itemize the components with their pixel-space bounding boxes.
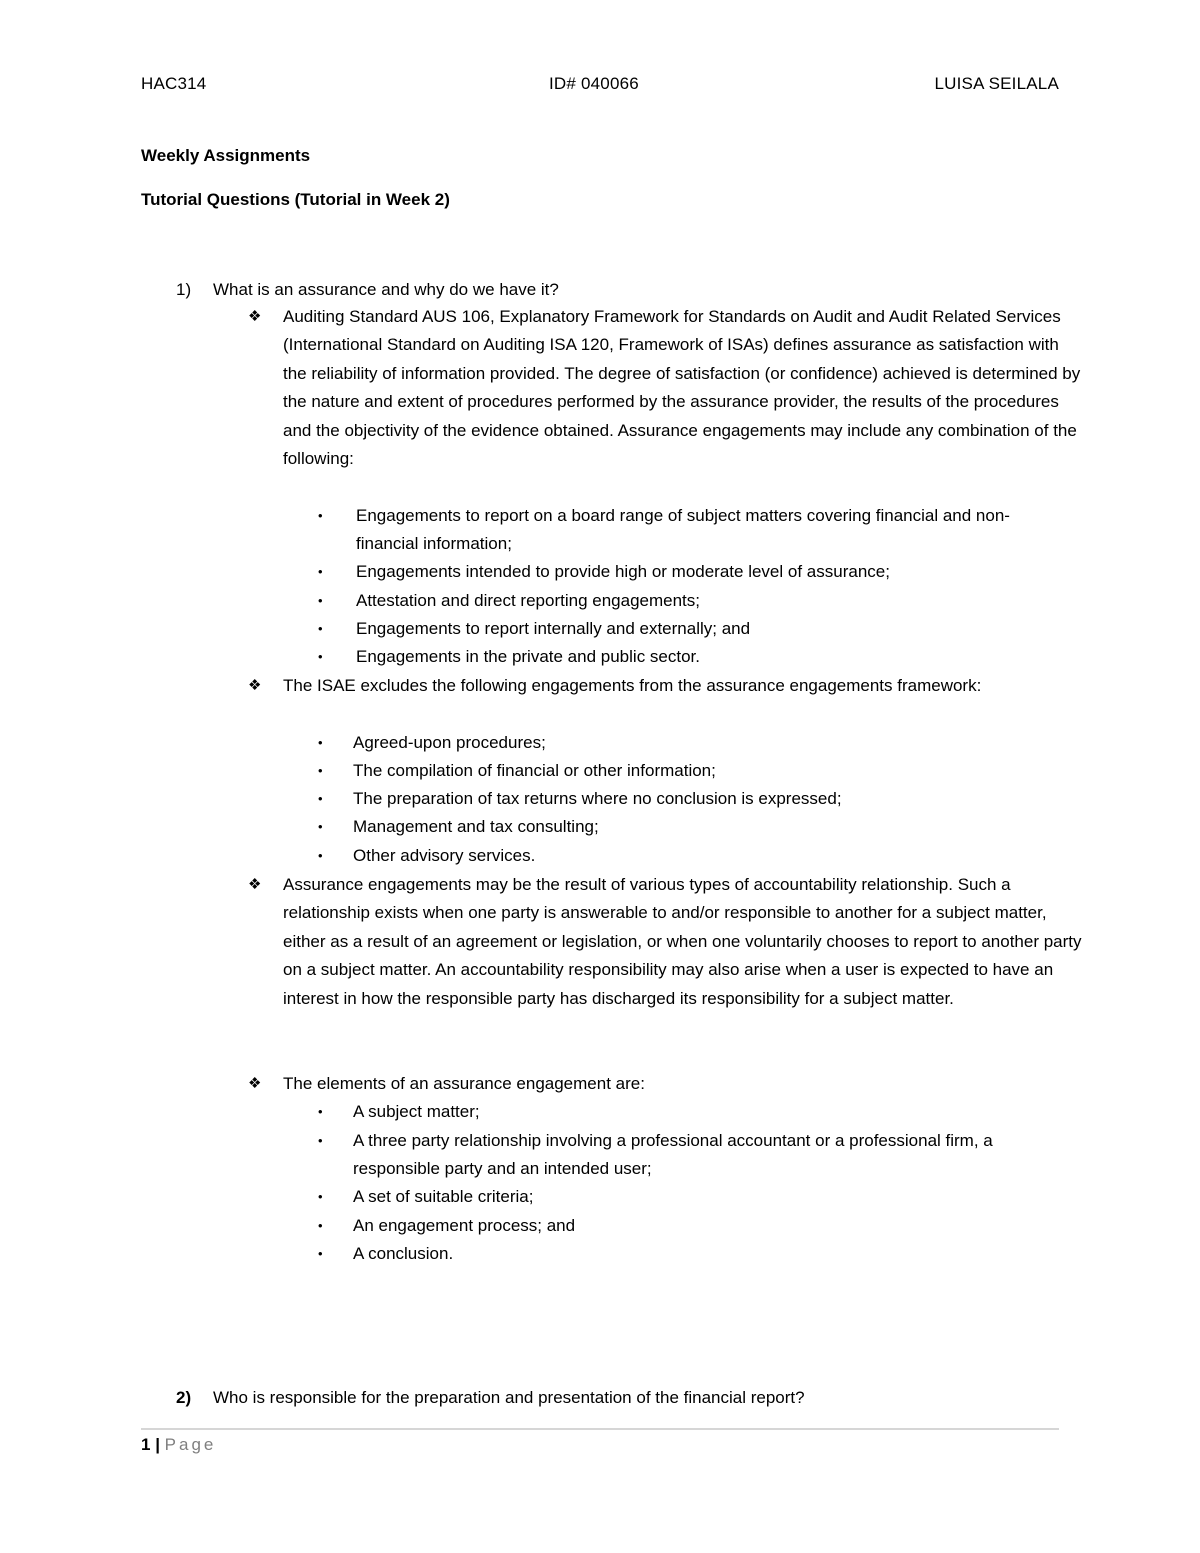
paragraph-assurance-definition: Auditing Standard AUS 106, Explanatory Framework for Standards on Audit and Audit Related Services (International Standard on Auditing ISA 120, Framework of ISAs) defines assurance as satisfaction with the reliability of information provided. The degree of satisfaction (or confidence) achieved is determined by the nature and extent of procedures performed by the assurance provider, the results of the procedures and the objectivity of the evidence obtained. Assurance engagements may include any combination of the following: [283, 307, 1081, 469]
heading-tutorial-questions: Tutorial Questions (Tutorial in Week 2) [141, 190, 450, 209]
list-item: Management and tax consulting; [353, 817, 599, 836]
question-2-text: Who is responsible for the preparation and presentation of the financial report? [213, 1388, 805, 1407]
dot-bullet-icon: • [318, 649, 323, 664]
dot-bullet-icon: • [318, 1133, 323, 1148]
list-item: Engagements to report internally and externally; and [356, 619, 751, 638]
list-item: A three party relationship involving a professional accountant or a professional firm, a responsible party and an intended user; [353, 1131, 993, 1179]
heading-weekly-assignments: Weekly Assignments [141, 146, 311, 165]
header-student-name: LUISA SEILALA [934, 74, 1059, 93]
list-item: The compilation of financial or other information; [353, 761, 716, 780]
list-item: Engagements intended to provide high or moderate level of assurance; [356, 562, 890, 581]
page-number: 1 [141, 1435, 151, 1454]
list-item: A set of suitable criteria; [353, 1187, 534, 1206]
list-item: The preparation of tax returns where no conclusion is expressed; [353, 789, 842, 808]
diamond-bullet-icon: ❖ [248, 876, 262, 893]
dot-bullet-icon: • [318, 1189, 323, 1204]
list-item: An engagement process; and [353, 1216, 576, 1235]
dot-bullet-icon: • [318, 763, 323, 778]
dot-bullet-icon: • [318, 735, 323, 750]
paragraph-isae-exclusions: The ISAE excludes the following engagements from the assurance engagements framework: [283, 676, 982, 695]
page-footer [141, 1434, 216, 1456]
question-1-text: What is an assurance and why do we have it? [213, 280, 559, 299]
list-item: Engagements in the private and public sector. [356, 647, 700, 666]
paragraph-accountability-relationship: Assurance engagements may be the result of various types of accountability relationship. Such a relationship exists when one party is answerable to and/or responsible to another for a subject matter, either as a result of an agreement or legislation, or when one voluntarily chooses to report to another party on a subject matter. An accountability responsibility may also arise when a user is expected to have an interest in how the responsible party has discharged its responsibility for a subject matter. [283, 875, 1082, 1008]
footer-divider [141, 1428, 1059, 1430]
dot-bullet-icon: • [318, 621, 323, 636]
dot-bullet-icon: • [318, 1246, 323, 1261]
dot-bullet-icon: • [318, 848, 323, 863]
list-item: Attestation and direct reporting engagements; [356, 591, 700, 610]
dot-bullet-icon: • [318, 819, 323, 834]
dot-bullet-icon: • [318, 593, 323, 608]
question-2-number: 2) [176, 1388, 192, 1407]
dot-bullet-icon: • [318, 1218, 323, 1233]
page-separator: | [150, 1435, 165, 1454]
list-item: Other advisory services. [353, 846, 536, 865]
list-item: A conclusion. [353, 1244, 454, 1263]
header-student-id: ID# 040066 [549, 74, 639, 93]
question-1-number: 1) [176, 280, 192, 299]
list-item: Agreed-upon procedures; [353, 733, 546, 752]
list-item: Engagements to report on a board range of subject matters covering financial and non-financial information; [356, 506, 1010, 554]
dot-bullet-icon: • [318, 508, 323, 523]
paragraph-elements-intro: The elements of an assurance engagement are: [283, 1074, 645, 1093]
list-item: A subject matter; [353, 1102, 480, 1121]
page-label: Page [164, 1435, 217, 1454]
dot-bullet-icon: • [318, 1104, 323, 1119]
diamond-bullet-icon: ❖ [248, 677, 262, 694]
diamond-bullet-icon: ❖ [248, 308, 262, 325]
header-course: HAC314 [141, 74, 207, 93]
dot-bullet-icon: • [318, 791, 323, 806]
diamond-bullet-icon: ❖ [248, 1075, 262, 1092]
dot-bullet-icon: • [318, 564, 323, 579]
